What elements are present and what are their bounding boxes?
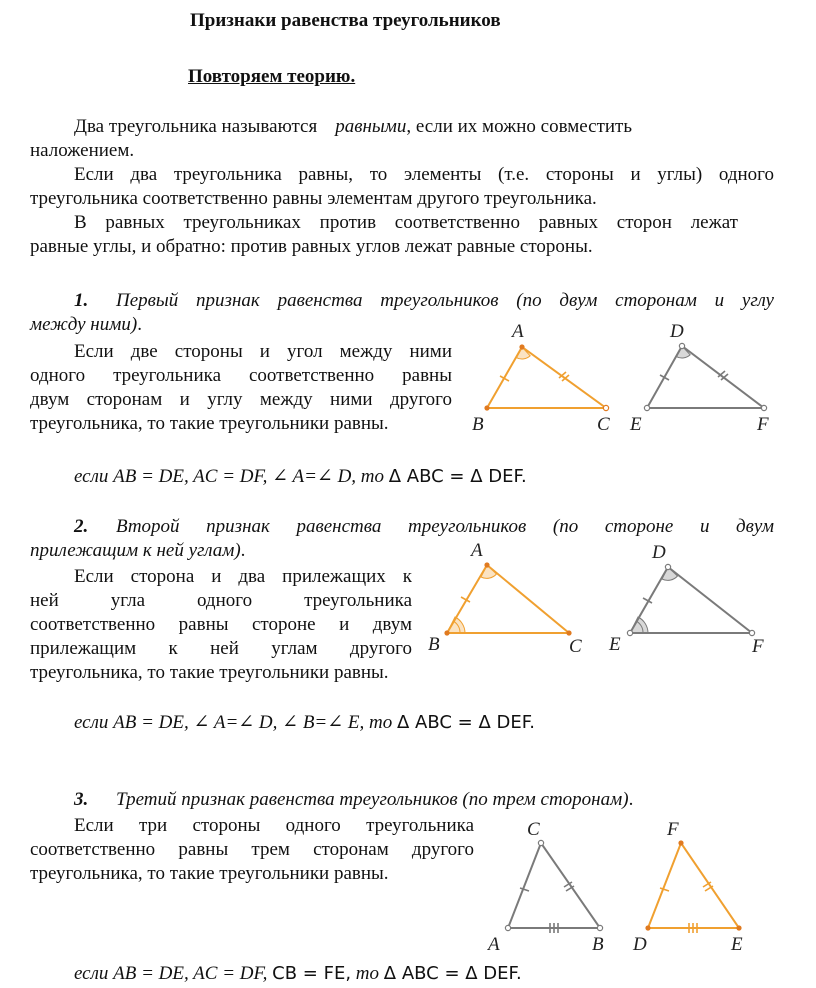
intro-p1-after: , если их можно совместить bbox=[406, 116, 633, 137]
c1-label-f: F bbox=[757, 414, 769, 435]
c2-label-d: D bbox=[652, 542, 666, 563]
criterion-2-heading-line-1: Второй признак равенства треугольников (по стороне и двум bbox=[116, 516, 774, 537]
criterion-3-heading-line-1: Третий признак равенства треугольников (по трем сторонам) bbox=[116, 789, 629, 810]
criterion-3-number: 3. bbox=[74, 789, 89, 810]
c3-label-a: A bbox=[488, 934, 500, 955]
c3-label-d: D bbox=[633, 934, 647, 955]
c3-point-a bbox=[505, 925, 510, 930]
c2-label-e: E bbox=[609, 634, 621, 655]
c3-tick-df bbox=[660, 888, 669, 891]
c3-label-f: F bbox=[667, 819, 679, 840]
c3-point-b bbox=[597, 925, 602, 930]
c1-label-b: B bbox=[472, 414, 484, 435]
intro-p1-italic: равными bbox=[335, 116, 407, 137]
criterion-1-heading-line-1: Первый признак равенства треугольников (по двум сторонам и углу bbox=[116, 290, 774, 311]
criterion-1-text-4: треугольника, то такие треугольники равны. bbox=[30, 413, 389, 434]
criterion-1-text-3: двум сторонам и углу между ними другого bbox=[30, 389, 452, 410]
criterion-2-text-5: треугольника, то такие треугольники равны. bbox=[30, 662, 389, 683]
intro-p2-line-1: Если два треугольника равны, то элементы (т.е. стороны и углы) одного bbox=[74, 164, 774, 185]
criterion-2-formula: если AB = DE, ∠ A=∠ D, ∠ B=∠ E, то Δ ABC = Δ DEF. bbox=[74, 712, 535, 733]
c1-label-e: E bbox=[630, 414, 642, 435]
c3-tick-ac bbox=[520, 888, 529, 891]
intro-p2-line-2: треугольника соответственно равны элементам другого треугольника. bbox=[30, 188, 597, 209]
criterion-3-formula: если AB = DE, AC = DF, CB = FE, то Δ ABC = Δ DEF. bbox=[74, 963, 522, 984]
intro-p1-before: Два треугольника называются bbox=[74, 116, 318, 137]
criterion-1-text-2: одного треугольника соответственно равны bbox=[30, 365, 452, 386]
criterion-2-text-2: ней угла одного треугольника bbox=[30, 590, 412, 611]
c2-label-b: B bbox=[428, 634, 440, 655]
page-subtitle: Повторяем теорию. bbox=[188, 66, 356, 87]
c3-point-f bbox=[678, 840, 683, 845]
criterion-1-formula: если AB = DE, AC = DF, ∠ A=∠ D, то Δ ABC = Δ DEF. bbox=[74, 466, 527, 487]
c1-label-a: A bbox=[512, 321, 524, 342]
c1-label-c: C bbox=[597, 414, 610, 435]
c3-point-c bbox=[538, 840, 543, 845]
c3-point-e bbox=[736, 925, 741, 930]
criterion-3-heading: 3. Третий признак равенства треугольников (по трем сторонам). bbox=[74, 789, 634, 810]
criterion-1-heading-line-2: между ними). bbox=[30, 314, 142, 335]
intro-p3-line-2: равные углы, и обратно: против равных углов лежат равные стороны. bbox=[30, 236, 593, 257]
intro-p3-line-1: В равных треугольниках против соответственно равных сторон лежат bbox=[74, 212, 738, 233]
intro-p1-end: наложением. bbox=[30, 140, 135, 161]
criterion-2-text-3: соответственно равны стороне и двум bbox=[30, 614, 412, 635]
criterion-2-heading-line-2: прилежащим к ней углам). bbox=[30, 540, 246, 561]
criterion-3-text-3: треугольника, то такие треугольники равны. bbox=[30, 863, 389, 884]
c1-label-d: D bbox=[670, 321, 684, 342]
c3-label-e: E bbox=[731, 934, 743, 955]
c3-triangle-abc bbox=[508, 843, 600, 928]
c3-label-b: B bbox=[592, 934, 604, 955]
criterion-3-text-1: Если три стороны одного треугольника bbox=[74, 815, 474, 836]
criterion-1-text-1: Если две стороны и угол между ними bbox=[74, 341, 452, 362]
criterion-2-number: 2. bbox=[74, 516, 89, 537]
c2-label-a: A bbox=[471, 540, 483, 561]
criterion-3-text-2: соответственно равны трем сторонам другого bbox=[30, 839, 474, 860]
c2-label-c: C bbox=[569, 636, 582, 657]
c2-label-f: F bbox=[752, 636, 764, 657]
criterion-2-text-1: Если сторона и два прилежащих к bbox=[74, 566, 412, 587]
c3-triangle-def bbox=[648, 843, 739, 928]
c3-point-d bbox=[645, 925, 650, 930]
page-title: Признаки равенства треугольников bbox=[190, 10, 501, 31]
criterion-2-text-4: прилежащим к ней углам другого bbox=[30, 638, 412, 659]
c3-label-c: C bbox=[527, 819, 540, 840]
criterion-1-number: 1. bbox=[74, 290, 89, 311]
